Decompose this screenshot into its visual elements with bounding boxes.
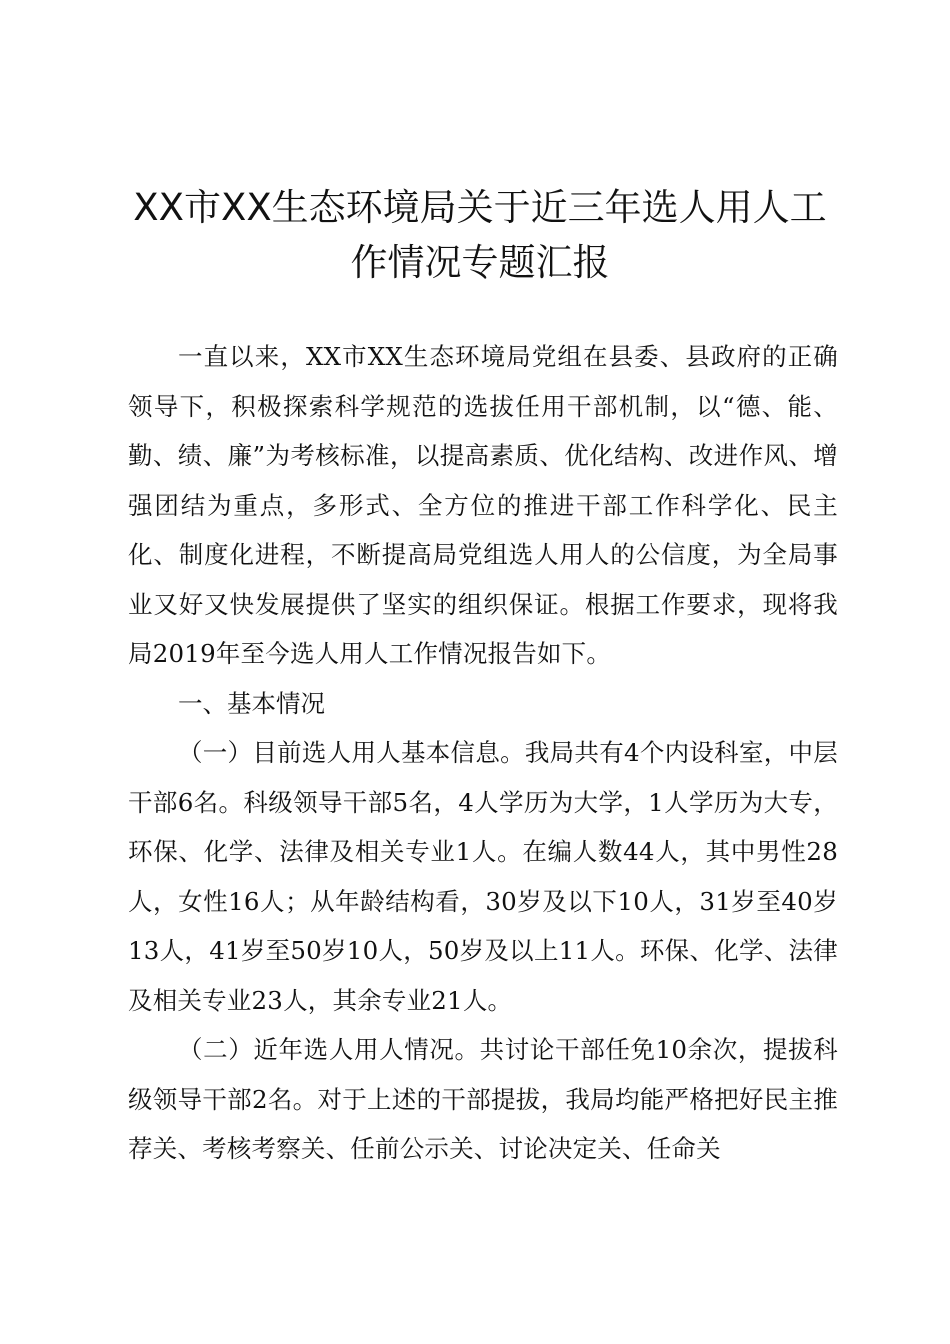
subsection-paragraph-2: （二）近年选人用人情况。共讨论干部任免10余次，提拔科级领导干部2名。对于上述的干部提拔，我局均能严格把好民主推荐关、考核考察关、任前公示关、讨论决定关、任命关	[128, 1035, 838, 1163]
subsection-paragraph-1: （一）目前选人用人基本信息。我局共有4个内设科室，中层干部6名。科级领导干部5名，4人学历为大学，1人学历为大专，环保、化学、法律及相关专业1人。在编人数44人，其中男性28人，女性16人；从年龄结构看，30岁及以下10人，31岁至40岁13人，41岁至50岁10人，50岁及以上11人。环保、化学、法律及相关专业23人，其余专业21人。	[128, 738, 838, 1015]
section-heading-basic-info: 一、基本情况	[178, 688, 325, 718]
document-body	[128, 332, 838, 1174]
document-title	[100, 180, 860, 290]
title-line-1: XX市XX生态环境局关于近三年选人用人工	[133, 186, 827, 229]
title-line-2: 作情况专题汇报	[350, 241, 610, 284]
intro-paragraph: 一直以来，XX市XX生态环境局党组在县委、县政府的正确领导下，积极探索科学规范的选拔任用干部机制，以“德、能、勤、绩、廉”为考核标准，以提高素质、优化结构、改进作风、增强团结为重点，多形式、全方位的推进干部工作科学化、民主化、制度化进程，不断提高局党组选人用人的公信度，为全局事业又好又快发展提供了坚实的组织保证。根据工作要求，现将我局2019年至今选人用人工作情况报告如下。	[128, 342, 838, 668]
